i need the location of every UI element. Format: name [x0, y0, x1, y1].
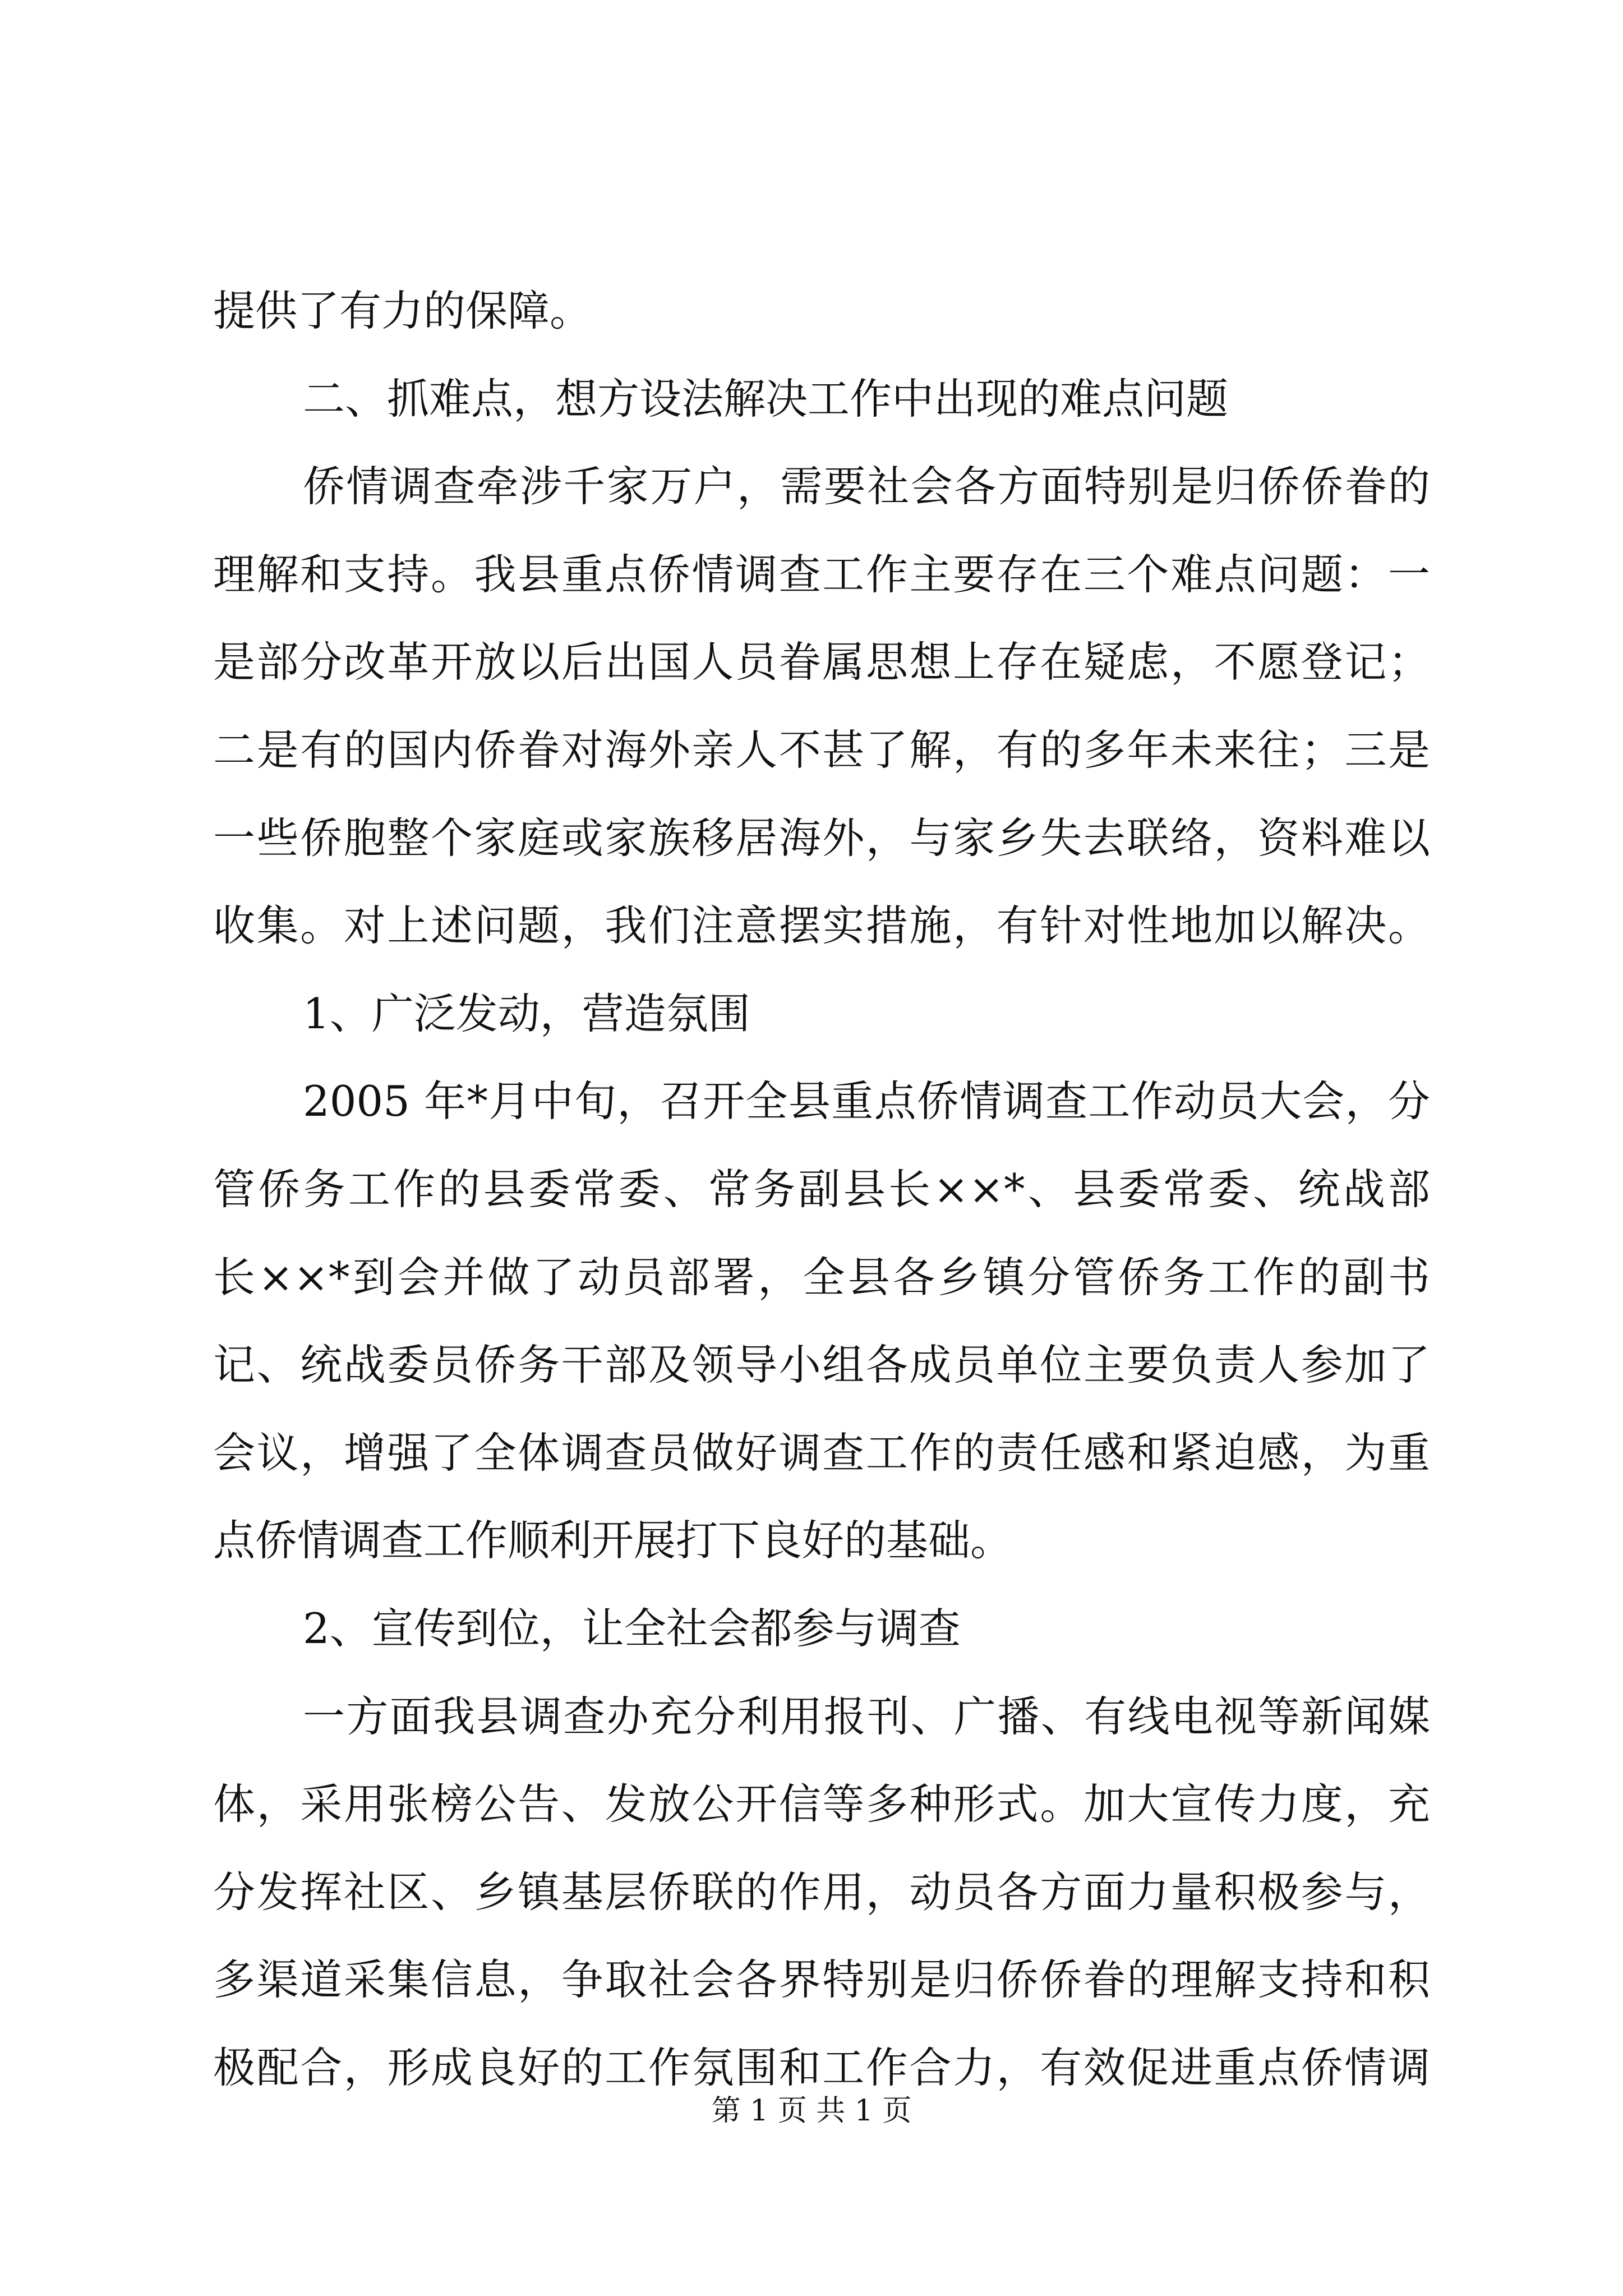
paragraph-line: 分发挥社区、乡镇基层侨联的作用，动员各方面力量积极参与，	[213, 1867, 1430, 1917]
section-heading: 二、抓难点，想方设法解决工作中出现的难点问题	[303, 374, 1229, 424]
subsection-heading: 2、宣传到位，让全社会都参与调查	[303, 1603, 961, 1653]
paragraph-line: 一方面我县调查办充分利用报刊、广播、有线电视等新闻媒	[303, 1691, 1430, 1741]
paragraph-line: 多渠道采集信息，争取社会各界特别是归侨侨眷的理解支持和积	[213, 1955, 1430, 2005]
paragraph-line: 收集。对上述问题，我们注意摆实措施，有针对性地加以解决。	[213, 901, 1430, 951]
paragraph-line: 2005 年*月中旬，召开全县重点侨情调查工作动员大会，分	[303, 1076, 1430, 1126]
paragraph-line: 极配合，形成良好的工作氛围和工作合力，有效促进重点侨情调	[213, 2042, 1430, 2092]
paragraph-line: 二是有的国内侨眷对海外亲人不甚了解，有的多年未来往；三是	[213, 725, 1430, 775]
subsection-heading: 1、广泛发动，营造氛围	[303, 988, 750, 1038]
paragraph-line: 体，采用张榜公告、发放公开信等多种形式。加大宣传力度，充	[213, 1779, 1430, 1829]
paragraph-line: 记、统战委员侨务干部及领导小组各成员单位主要负责人参加了	[213, 1340, 1430, 1390]
paragraph-line: 理解和支持。我县重点侨情调查工作主要存在三个难点问题：一	[213, 549, 1430, 599]
paragraph-line: 一些侨胞整个家庭或家族移居海外，与家乡失去联络，资料难以	[213, 813, 1430, 863]
paragraph-line: 侨情调查牵涉千家万户，需要社会各方面特别是归侨侨眷的	[303, 462, 1430, 512]
paragraph-line: 是部分改革开放以后出国人员眷属思想上存在疑虑，不愿登记；	[213, 637, 1430, 687]
paragraph-line: 会议，增强了全体调查员做好调查工作的责任感和紧迫感，为重	[213, 1428, 1430, 1478]
paragraph-line: 提供了有力的保障。	[213, 286, 592, 335]
paragraph-line: 长××*到会并做了动员部署，全县各乡镇分管侨务工作的副书	[213, 1252, 1430, 1302]
paragraph-line: 管侨务工作的县委常委、常务副县长××*、县委常委、统战部	[213, 1164, 1430, 1214]
paragraph-line: 点侨情调查工作顺利开展打下良好的基础。	[213, 1516, 1013, 1566]
document-body	[213, 267, 1430, 2111]
page-number-footer: 第 1 页 共 1 页	[711, 2094, 912, 2128]
